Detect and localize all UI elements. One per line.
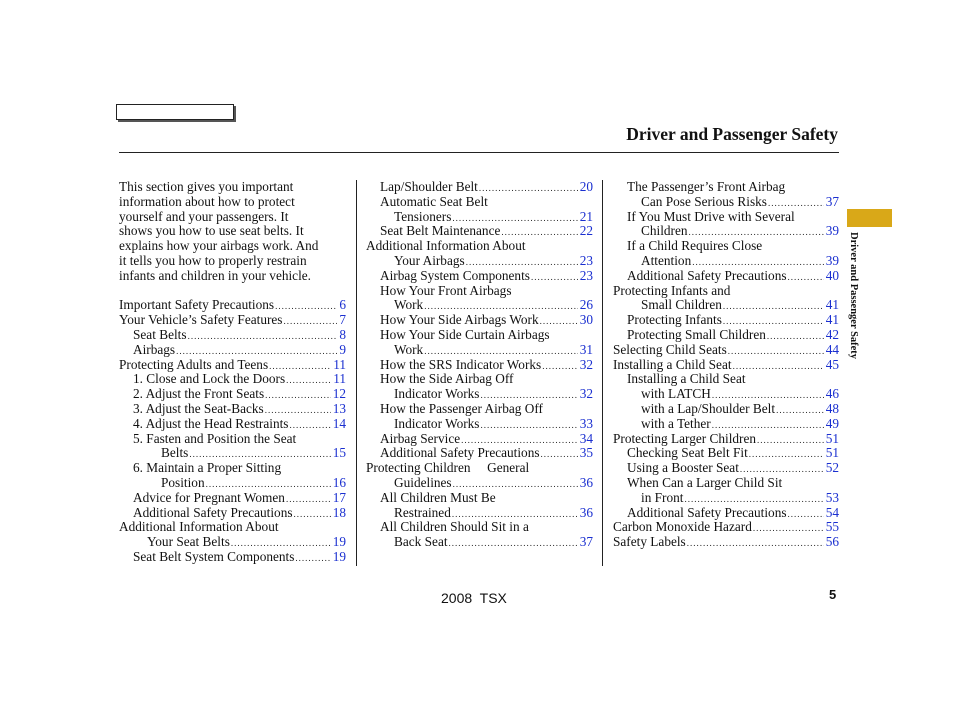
toc-entry[interactable]: Using a Booster Seat ..... 52: [613, 461, 839, 476]
toc-entry-heading: How Your Side Curtain Airbags: [380, 326, 550, 342]
page-link: 20: [579, 179, 593, 194]
page-link: 35: [579, 445, 593, 461]
toc-entry[interactable]: in Front ..... 53: [613, 491, 839, 506]
toc-entry[interactable]: with LATCH ..... 46: [613, 387, 839, 402]
page-link: 31: [579, 341, 593, 357]
page-link: 19: [332, 548, 346, 564]
toc-entry[interactable]: Position ..... 16: [119, 476, 346, 491]
page-link: 36: [579, 504, 593, 520]
toc-entry[interactable]: Back Seat ..... 37: [366, 535, 593, 550]
toc-entry[interactable]: Children ..... 39: [613, 224, 839, 239]
toc-entry[interactable]: Seat Belts ..... 8: [119, 328, 346, 343]
toc-entry[interactable]: Your Airbags ..... 23: [366, 254, 593, 269]
toc-entry[interactable]: Indicator Works ..... 33: [366, 417, 593, 432]
toc-entry[interactable]: How the SRS Indicator Works ..... 32: [366, 358, 593, 373]
toc-entry-heading: How the Side Airbag Off: [380, 371, 514, 387]
toc-entry-heading: Protecting Infants and: [613, 282, 731, 298]
toc-entry[interactable]: Airbag System Components ..... 23: [366, 269, 593, 284]
toc-entry[interactable]: Your Vehicle’s Safety Features ..... 7: [119, 313, 346, 328]
toc-entry[interactable]: 3. Adjust the Seat-Backs ..... 13: [119, 402, 346, 417]
toc-entry-heading: How the Passenger Airbag Off: [380, 400, 543, 416]
toc-entry-heading: Installing a Child Seat: [627, 371, 746, 387]
page-link: 48: [825, 400, 839, 416]
page-link: 22: [579, 223, 593, 239]
page-link: 56: [825, 534, 839, 550]
page-link: 37: [579, 534, 593, 550]
toc-entry-heading: 5. Fasten and Position the Seat: [133, 430, 297, 446]
toc-entry-heading: If a Child Requires Close: [627, 238, 763, 254]
toc-entry[interactable]: Protecting Adults and Teens ..... 11: [119, 358, 346, 373]
toc-entry[interactable]: Indicator Works ..... 32: [366, 387, 593, 402]
intro-line: information about how to protect: [119, 193, 295, 209]
page-link: 14: [332, 415, 346, 431]
page-link: 19: [332, 534, 346, 550]
section-tab: [847, 209, 892, 227]
page-link: 41: [825, 297, 839, 313]
page-link: 9: [339, 341, 346, 357]
column-divider: [602, 180, 603, 566]
page-link: 52: [825, 460, 839, 476]
page-link: 40: [825, 267, 839, 283]
toc-entry[interactable]: Can Pose Serious Risks ..... 37: [613, 195, 839, 210]
toc-entry[interactable]: 4. Adjust the Head Restraints ..... 14: [119, 417, 346, 432]
toc-entry-heading: All Children Should Sit in a: [380, 519, 529, 535]
intro-line: it tells you how to properly restrain: [119, 252, 307, 268]
toc-entry[interactable]: Installing a Child Seat ..... 45: [613, 358, 839, 373]
page-link: 7: [339, 312, 346, 328]
toc-entry[interactable]: Protecting Small Children ..... 42: [613, 328, 839, 343]
header-box: [116, 104, 234, 120]
page-link: 23: [579, 267, 593, 283]
toc-entry[interactable]: Work ..... 31: [366, 343, 593, 358]
toc-entry[interactable]: with a Lap/Shoulder Belt ..... 48: [613, 402, 839, 417]
page-link: 51: [825, 430, 839, 446]
page-link: 41: [825, 312, 839, 328]
page-link: 54: [825, 504, 839, 520]
page-link: 21: [579, 208, 593, 224]
page-link: 17: [332, 489, 346, 505]
toc-entry-heading: If You Must Drive with Several: [627, 208, 795, 224]
toc-entry-heading: The Passenger’s Front Airbag: [627, 179, 786, 194]
toc-entry[interactable]: 1. Close and Lock the Doors ..... 11: [119, 372, 346, 387]
toc-entry[interactable]: Advice for Pregnant Women ..... 17: [119, 491, 346, 506]
intro-line: infants and children in your vehicle.: [119, 267, 312, 283]
page-link: 42: [825, 326, 839, 342]
toc-entry[interactable]: Your Seat Belts ..... 19: [119, 535, 346, 550]
toc-entry[interactable]: Small Children ..... 41: [613, 298, 839, 313]
toc-entry[interactable]: 2. Adjust the Front Seats ..... 12: [119, 387, 346, 402]
intro-line: This section gives you important: [119, 179, 294, 194]
toc-entry-heading: How Your Front Airbags: [380, 282, 512, 298]
page-link: 8: [339, 326, 346, 342]
toc-entry[interactable]: Tensioners ..... 21: [366, 210, 593, 225]
intro-line: yourself and your passengers. It: [119, 208, 289, 224]
toc-entry[interactable]: Safety Labels ..... 56: [613, 535, 839, 550]
toc-entry[interactable]: Work ..... 26: [366, 298, 593, 313]
page-link: 11: [333, 371, 346, 387]
page-link: 34: [579, 430, 593, 446]
toc-entry[interactable]: Restrained ..... 36: [366, 506, 593, 521]
page-link: 26: [579, 297, 593, 313]
toc-column-3: [613, 180, 839, 550]
page-number: 5: [829, 587, 837, 602]
page-link: 45: [825, 356, 839, 372]
page-link: 11: [333, 356, 346, 372]
toc-entry-heading: Protecting Children General: [366, 460, 530, 476]
page-link: 37: [825, 193, 839, 209]
toc-entry[interactable]: Protecting Larger Children ..... 51: [613, 432, 839, 447]
toc-list: [119, 298, 346, 564]
intro-line: explains how your airbags work. And: [119, 238, 319, 254]
column-divider: [356, 180, 357, 566]
page-link: 13: [332, 400, 346, 416]
toc-entry[interactable]: Attention ..... 39: [613, 254, 839, 269]
page-link: 18: [332, 504, 346, 520]
page-link: 53: [825, 489, 839, 505]
page-link: 51: [825, 445, 839, 461]
toc-entry[interactable]: Airbag Service ..... 34: [366, 432, 593, 447]
toc-entry-heading: When Can a Larger Child Sit: [627, 474, 783, 490]
toc-column-2: [366, 180, 593, 550]
footer-model: 2008 TSX: [441, 590, 507, 606]
toc-entry[interactable]: Seat Belt System Components ..... 19: [119, 550, 346, 565]
page-link: 39: [825, 252, 839, 268]
intro-line: shows you how to use seat belts. It: [119, 223, 304, 239]
page-link: 12: [332, 386, 346, 402]
page-link: 44: [825, 341, 839, 357]
page-link: 16: [332, 474, 346, 490]
toc-column-1: [119, 180, 346, 565]
toc-entry[interactable]: Protecting Infants ..... 41: [613, 313, 839, 328]
toc-entry-heading: Additional Information About: [366, 238, 526, 254]
page-link: 6: [339, 297, 346, 313]
page-link: 49: [825, 415, 839, 431]
toc-entry[interactable]: Additional Safety Precautions ..... 40: [613, 269, 839, 284]
toc-entry[interactable]: Seat Belt Maintenance ..... 22: [366, 224, 593, 239]
toc-entry-heading: Additional Information About: [119, 519, 279, 535]
toc-entry[interactable]: How Your Side Airbags Work ..... 30: [366, 313, 593, 328]
page-link: 39: [825, 223, 839, 239]
page-link: 32: [579, 356, 593, 372]
toc-entry[interactable]: Checking Seat Belt Fit ..... 51: [613, 446, 839, 461]
page-link: 15: [332, 445, 346, 461]
toc-entry[interactable]: Carbon Monoxide Hazard ..... 55: [613, 520, 839, 535]
toc-entry-heading: Automatic Seat Belt: [380, 193, 488, 209]
page-title: Driver and Passenger Safety: [626, 124, 838, 144]
toc-entry[interactable]: Additional Safety Precautions ..... 35: [366, 446, 593, 461]
page-link: 32: [579, 386, 593, 402]
page-link: 55: [825, 519, 839, 535]
toc-entry[interactable]: with a Tether ..... 49: [613, 417, 839, 432]
page-link: 23: [579, 252, 593, 268]
toc-entry[interactable]: Additional Safety Precautions ..... 18: [119, 506, 346, 521]
section-tab-label: Driver and Passenger Safety: [848, 232, 859, 360]
page-link: 36: [579, 474, 593, 490]
intro-paragraph: [119, 180, 346, 284]
toc-entry[interactable]: Selecting Child Seats ..... 44: [613, 343, 839, 358]
page-link: 33: [579, 415, 593, 431]
toc-entry[interactable]: Lap/Shoulder Belt ..... 20: [366, 180, 593, 195]
page-link: 46: [825, 386, 839, 402]
toc-entry[interactable]: Additional Safety Precautions ..... 54: [613, 506, 839, 521]
toc-entry-heading: All Children Must Be: [380, 489, 496, 505]
header-rule: [119, 152, 839, 153]
toc-entry[interactable]: Guidelines ..... 36: [366, 476, 593, 491]
toc-entry[interactable]: Belts ..... 15: [119, 446, 346, 461]
toc-entry-heading: 6. Maintain a Proper Sitting: [133, 460, 282, 476]
toc-entry[interactable]: Airbags ..... 9: [119, 343, 346, 358]
page-link: 30: [579, 312, 593, 328]
toc-entry[interactable]: Important Safety Precautions ..... 6: [119, 298, 346, 313]
